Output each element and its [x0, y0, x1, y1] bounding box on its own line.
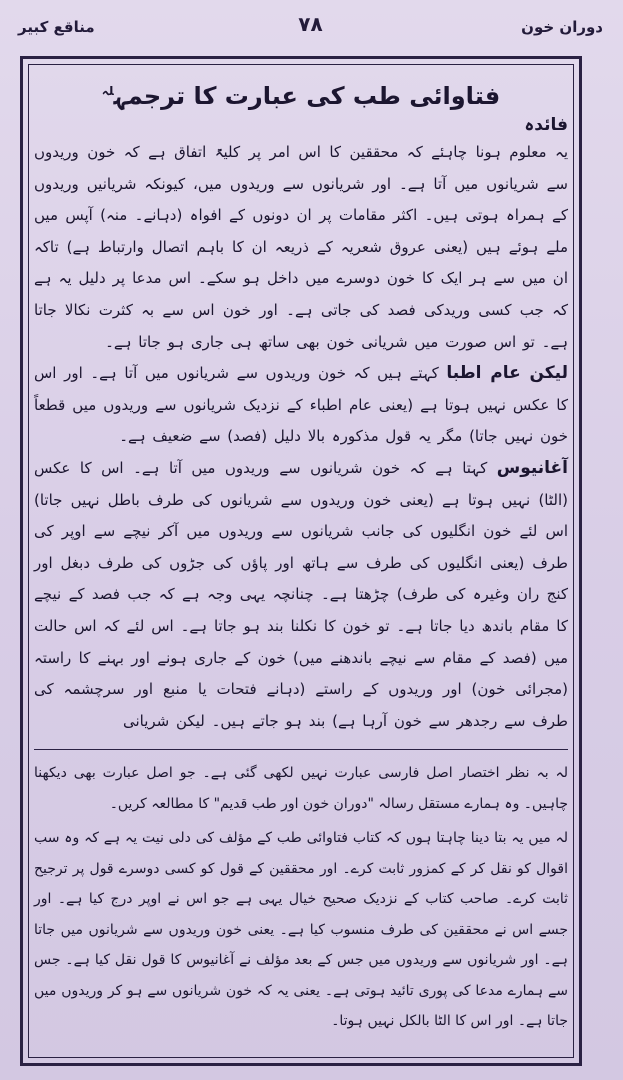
paragraph-1: یہ معلوم ہونا چاہئے کہ محققین کا اس امر پر کلیۃً اتفاق ہے کہ خون وریدوں سے شریانوں میں آتا ہے۔ اور شریانوں سے وریدوں میں، کیونکہ شریانیں وریدوں کے ہمراہ ہوتی ہیں۔ اکثر مقامات پر ان دونوں کے افواہ (دہانے۔ منہ) آپس میں ملے ہوئے ہیں (یعنی عروق شعریہ کے ذریعہ ان کا باہم اتصال وارتباط ہے) تاکہ ان میں سے ہر ایک کا خون دوسرے میں داخل ہو سکے۔ اس مدعا پر دلیل یہ ہے کہ جب کسی وریدکی فصد کی جاتی ہے۔ اور خون اس سے بہ کثرت نکالا جاتا ہے۔ تو اس صورت میں شریانی خون بھی ساتھ ہی جاری ہو جاتا ہے۔ — [34, 143, 568, 351]
page-title — [34, 82, 568, 110]
title-text: فتاوائی طب کی عبارت کا ترجمہ — [113, 82, 501, 110]
paragraph-3: آغانیوس کہتا ہے کہ خون شریانوں سے وریدوں میں آتا ہے۔ اس کا عکس (الٹا) نہیں ہوتا ہے (یعنی خون وریدوں سے شریانوں کی طرف باطل نہیں جاتا) اس لئے خون انگلیوں کی جانب شریانوں سے وریدوں میں آکر نیچے سے اوپر کی طرف (یعنی انگلیوں کی طرف سے ہاتھ اور پاؤں کی جڑوں کی طرف دبغل اور کنج ران وغیرہ کی طرف) چڑھتا ہے۔ چنانچہ یہی وجہ ہے کہ جب فصد کے نیچے کا مقام باندھ دیا جاتا ہے۔ تو خون کا نکلنا بند ہو جاتا ہے۔ اس لئے کہ اس حالت میں (فصد کے مقام سے نیچے باندھنے میں) خون کے جاری ہونے اور بہنے کا راستہ (مجرائی خون) اور وریدوں کے راستے (دہانے فتحات یا منبع اور سرچشمہ کی طرف سے رجدھر سے خون آرہا ہے) بند ہو جاتے ہیں۔ لیکن شریانی — [34, 457, 568, 730]
title-footnote-mark: لہ — [101, 84, 114, 98]
lead-word: لیکن عام اطبا — [446, 363, 568, 384]
lead-word: آغانیوس — [496, 457, 568, 478]
section-label: فائدہ — [524, 115, 568, 135]
footnote-1: لہ بہ نظر اختصار اصل فارسی عبارت نہیں لکھی گئی ہے۔ جو اصل عبارت بھی دیکھنا چاہیں۔ وہ ہمارے مستقل رسالہ "دوران خون اور طب قدیم" کا مطالعہ کریں۔ — [34, 765, 568, 812]
footnote-2: لہ میں یہ بتا دینا چاہتا ہوں کہ کتاب فتاوائی طب کے مؤلف کی دلی نیت یہ ہے کہ وہ سب اقوال کو نقل کر کے کمزور ثابت کرے۔ اور محققین کے قول کو کسی دوسرے قول پر ترجیح ثابت کرے۔ صاحب کتاب کے نزدیک صحیح خیال یہی ہے جو اس نے اوپر درج کیا ہے۔ اور جسے اس نے محققین کی طرف منسوب کیا ہے۔ یعنی خون وریدوں سے شریانوں میں جاتا ہے۔ اور شریانوں سے وریدوں میں جس کے بعد مؤلف نے آغانیوس کا قول نقل کیا ہے۔ جس سے ہمارے مدعا کی پوری تائید ہوتی ہے۔ یعنی یہ کہ خون شریانوں سے ہو کر وریدوں میں جاتا ہے۔ اور اس کا الٹا بالکل نہیں ہوتا۔ — [34, 830, 568, 1030]
running-head — [18, 10, 603, 44]
running-head-right: دوران خون — [521, 18, 603, 36]
page-number: ۷۸ — [298, 12, 323, 36]
page-content — [34, 72, 568, 1052]
footnote-divider — [34, 749, 568, 750]
running-head-left: مناقع کبیر — [18, 18, 95, 36]
paragraph-2: لیکن عام اطبا کہتے ہیں کہ خون وریدوں سے شریانوں میں آتا ہے۔ اور اس کا عکس نہیں ہوتا ہے (یعنی عام اطباء کے نزدیک شریانوں سے وریدوں میں قطعاً خون نہیں جاتا) مگر یہ قول مذکورہ بالا دلیل (فصد) سے ضعیف ہے۔ — [34, 363, 568, 446]
